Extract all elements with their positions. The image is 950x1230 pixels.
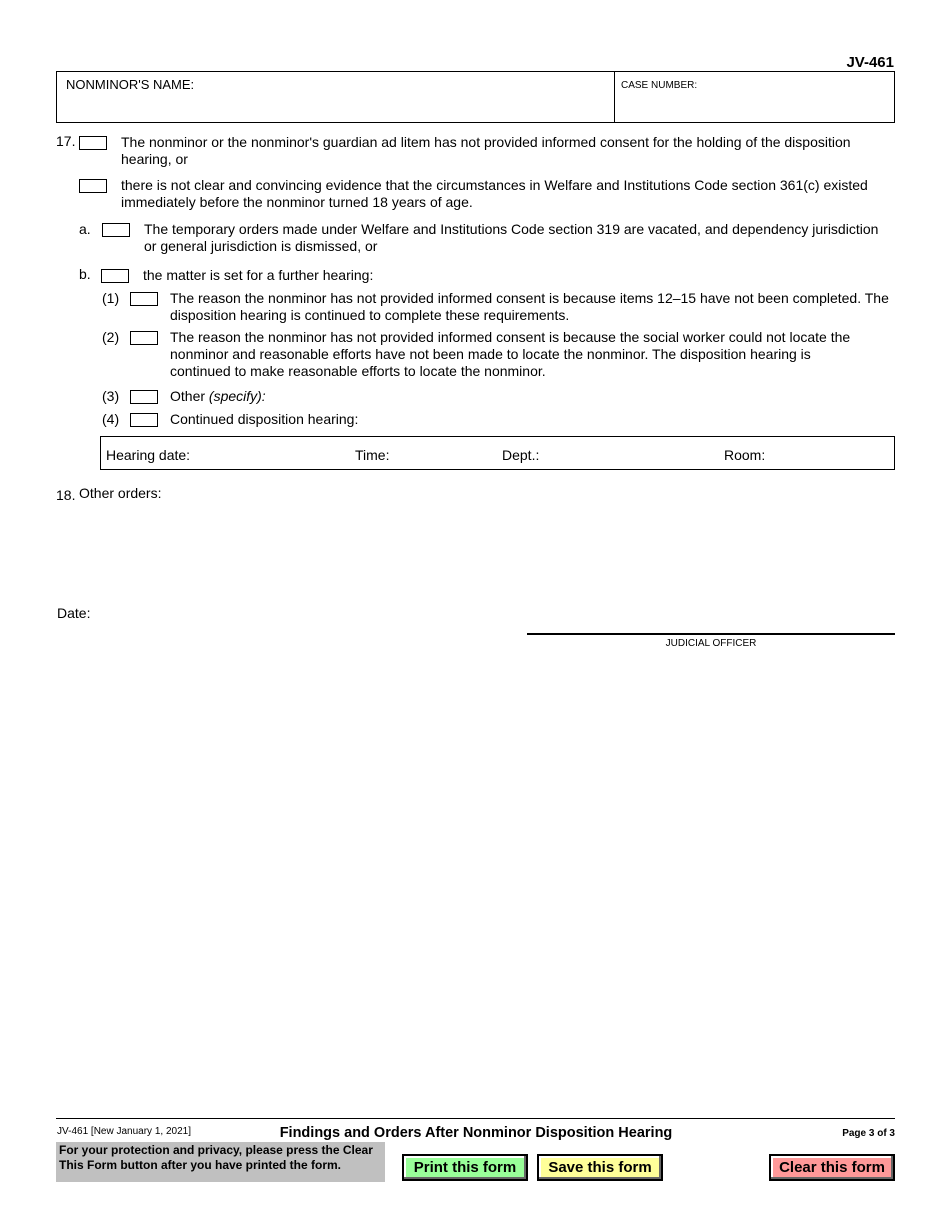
case-number-input[interactable] bbox=[619, 95, 893, 119]
item-17b3-checkbox[interactable] bbox=[130, 390, 158, 404]
item-17b1-label: (1) bbox=[102, 290, 120, 306]
item-17b4-label: (4) bbox=[102, 411, 120, 427]
date-label: Date: bbox=[57, 605, 91, 621]
item-17b2-text: The reason the nonminor has not provided informed consent is because the social worker could not locate the nonminor and reasonable efforts have not been made to locate the nonminor. The disposition hearing is continued to make reasonable efforts to locate the nonminor. bbox=[170, 329, 851, 379]
footer-form-rev: JV-461 [New January 1, 2021] bbox=[57, 1126, 191, 1137]
judicial-officer-label: JUDICIAL OFFICER bbox=[665, 638, 757, 649]
item-17b3-specify-input[interactable] bbox=[270, 386, 894, 408]
hearing-time-input[interactable] bbox=[395, 444, 499, 466]
print-form-button[interactable]: Print this form bbox=[402, 1154, 528, 1181]
item-17-option1-text: The nonminor or the nonminor's guardian ad litem has not provided informed consent for the holding of the disposition hearing, or bbox=[121, 134, 851, 167]
item-17b2-label: (2) bbox=[102, 329, 120, 345]
item-17b1-checkbox[interactable] bbox=[130, 292, 158, 306]
nonminor-name-input[interactable] bbox=[62, 95, 612, 119]
item-17b2-checkbox[interactable] bbox=[130, 331, 158, 345]
case-number-label: CASE NUMBER: bbox=[621, 80, 698, 91]
other-orders-input[interactable] bbox=[79, 504, 895, 598]
hearing-time-label: Time: bbox=[355, 447, 390, 463]
nonminor-name-label: NONMINOR'S NAME: bbox=[66, 77, 195, 92]
item-17a-label: a. bbox=[79, 221, 91, 237]
save-form-button[interactable]: Save this form bbox=[537, 1154, 663, 1181]
clear-form-button[interactable]: Clear this form bbox=[769, 1154, 895, 1181]
item-17a-checkbox[interactable] bbox=[102, 223, 130, 237]
item-17-option2-checkbox[interactable] bbox=[79, 179, 107, 193]
hearing-dept-label: Dept.: bbox=[502, 447, 540, 463]
item-17b3-label: (3) bbox=[102, 388, 120, 404]
item-17b4-checkbox[interactable] bbox=[130, 413, 158, 427]
item-17-option1-checkbox[interactable] bbox=[79, 136, 107, 150]
item-17b3-specify: (specify): bbox=[208, 388, 266, 404]
privacy-notice: For your protection and privacy, please press the Clear This Form button after you have printed the form. bbox=[56, 1142, 385, 1182]
item-17a-text: The temporary orders made under Welfare and Institutions Code section 319 are vacated, and dependency jurisdiction or general jurisdiction is dismissed, or bbox=[144, 221, 879, 254]
item-18-text: Other orders: bbox=[79, 485, 162, 501]
hearing-date-label: Hearing date: bbox=[106, 447, 191, 463]
item-17b-text: the matter is set for a further hearing: bbox=[143, 267, 374, 283]
header-divider bbox=[614, 71, 615, 123]
hearing-date-input[interactable] bbox=[195, 444, 349, 466]
form-id: JV-461 bbox=[846, 54, 894, 71]
item-17b4-text: Continued disposition hearing: bbox=[170, 411, 359, 427]
footer-title: Findings and Orders After Nonminor Disposition Hearing bbox=[279, 1125, 673, 1141]
hearing-room-input[interactable] bbox=[770, 444, 892, 466]
hearing-room-label: Room: bbox=[724, 447, 766, 463]
footer-rule bbox=[56, 1118, 895, 1119]
footer-page: Page 3 of 3 bbox=[842, 1128, 895, 1139]
item-17b-checkbox[interactable] bbox=[101, 269, 129, 283]
date-input[interactable] bbox=[96, 602, 300, 624]
item-18-number: 18. bbox=[56, 487, 76, 503]
item-17-option2-text: there is not clear and convincing evidence that the circumstances in Welfare and Institutions Code section 361(c) existed immediately before the nonminor turned 18 years of age. bbox=[121, 177, 868, 210]
item-17b3-text bbox=[170, 388, 266, 405]
item-17b3-other: Other bbox=[170, 388, 206, 404]
item-17b-label: b. bbox=[79, 266, 91, 282]
item-17b1-text: The reason the nonminor has not provided informed consent is because items 12–15 have not been completed. The disposition hearing is continued to complete these requirements. bbox=[170, 290, 889, 323]
hearing-dept-input[interactable] bbox=[545, 444, 719, 466]
item-17-number: 17. bbox=[56, 133, 76, 149]
